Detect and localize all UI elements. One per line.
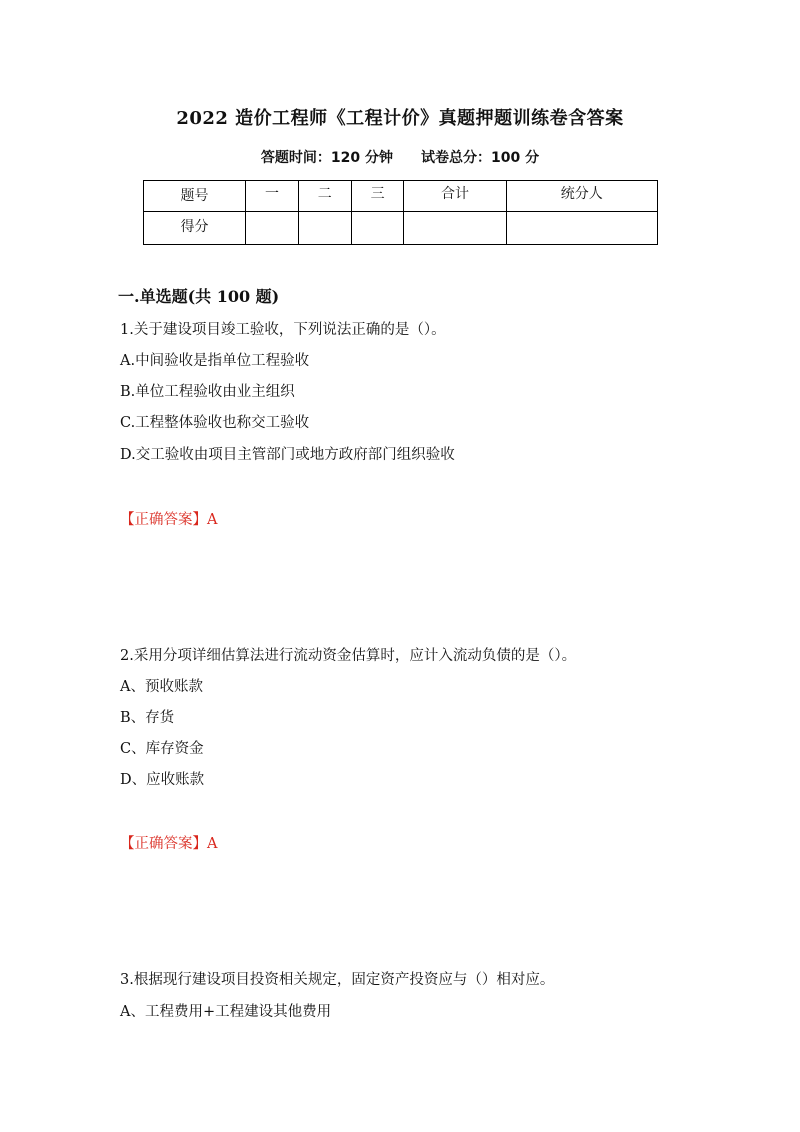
score-table-header-row: [144, 181, 658, 212]
score-table-score-row: [144, 212, 658, 245]
score-table-header-cell: 一: [246, 181, 299, 212]
score-table: [143, 180, 658, 245]
question-2-option-d: D、应收账款: [120, 772, 205, 788]
answer-time: 答题时间：120 分钟: [260, 150, 393, 166]
question-2-stem: 2.采用分项详细估算法进行流动资金估算时，应计入流动负债的是（）。: [120, 648, 577, 664]
question-3-stem: 3.根据现行建设项目投资相关规定，固定资产投资应与（）相对应。: [120, 972, 555, 988]
question-1-stem: 1.关于建设项目竣工验收，下列说法正确的是（）。: [120, 322, 446, 338]
score-cell: [298, 212, 351, 245]
question-1-option-b: B.单位工程验收由业主组织: [120, 384, 295, 400]
question-2-option-b: B、存货: [120, 710, 175, 726]
exam-meta: [0, 147, 800, 167]
score-cell: [351, 212, 404, 245]
question-1-answer: 【正确答案】A: [120, 512, 218, 528]
score-table-header-cell: 二: [298, 181, 351, 212]
question-2-option-c: C、库存资金: [120, 741, 204, 757]
score-cell: [506, 212, 657, 245]
question-1-option-c: C.工程整体验收也称交工验收: [120, 415, 310, 431]
score-cell: [404, 212, 506, 245]
score-table-header-cell: 合计: [404, 181, 506, 212]
question-1-option-d: D.交工验收由项目主管部门或地方政府部门组织验收: [120, 447, 455, 463]
section-heading: 一.单选题(共 100 题): [118, 287, 280, 306]
question-1-option-a: A.中间验收是指单位工程验收: [120, 353, 310, 369]
score-cell: [246, 212, 299, 245]
score-row-label: 得分: [144, 212, 246, 245]
question-3-option-a: A、工程费用+工程建设其他费用: [120, 1004, 332, 1020]
score-table-header-cell: 题号: [144, 181, 246, 212]
score-table-header-cell: 三: [351, 181, 404, 212]
score-table-header-cell: 统分人: [506, 181, 657, 212]
exam-title: 2022 造价工程师《工程计价》真题押题训练卷含答案: [176, 108, 624, 129]
question-2-option-a: A、预收账款: [120, 679, 203, 695]
total-score: 试卷总分：100 分: [421, 150, 540, 166]
question-2-answer: 【正确答案】A: [120, 836, 218, 852]
